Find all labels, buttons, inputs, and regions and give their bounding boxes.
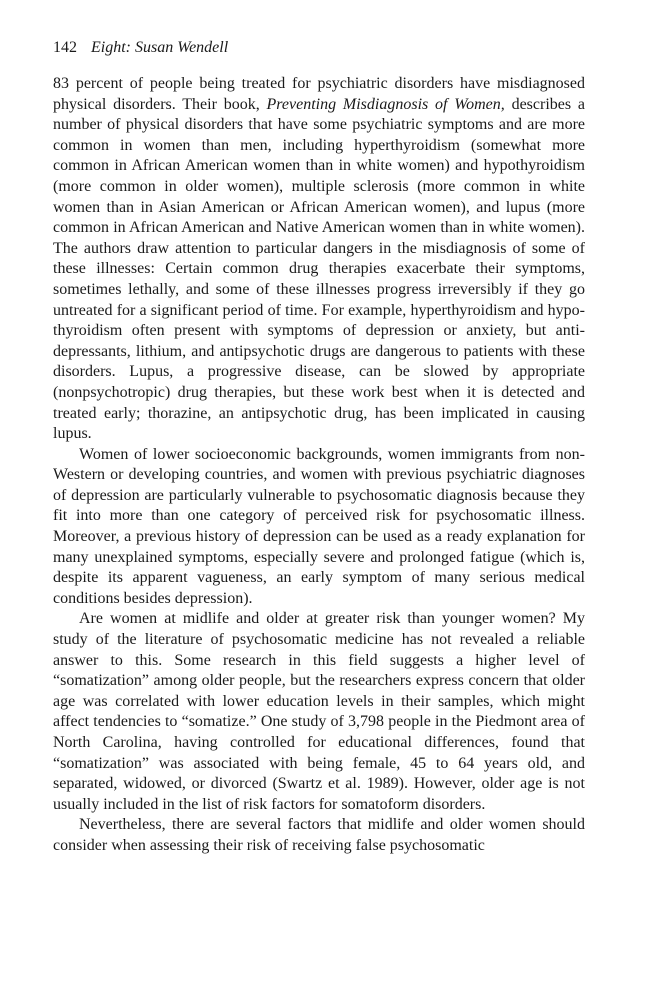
running-title: Eight: Susan Wendell — [91, 39, 229, 56]
paragraph: Women of lower socioeconomic backgrounds, women immigrants from non-Western or developing countries, and women with previous psychiatric diagnoses of depression are particularly vulnerable to psychosomatic diagnosis because they fit into more than one category of perceived risk for psychosomatic illness. Moreover, a previous history of depression can be used as a ready explanation for many unexplained symptoms, especially severe and prolonged fatigue (which is, despite its apparent vagueness, an early symptom of many serious medical conditions besides depression). — [53, 445, 585, 607]
book-page — [53, 38, 585, 857]
body-text — [53, 74, 585, 857]
paragraph-text: describes a number of physical disorders that have some psychiatric symptoms and are more common in women than men, including hyperthyroidism (somewhat more common in African American women than in white women) and hypothyroidism (more common in older women), multiple sclerosis (more common in white women than in Asian American or African American women), and lupus (more common in African American and Native American women than in white women). The authors draw attention to particular dangers in the misdiagnosis of some of these illnesses: Certain common drug therapies exacerbate their symptoms, sometimes lethally, and some of these illnesses progress irreversibly if they go untreated for a significant period of time. For example, hyperthyroidism and hypothyroidism often present with symptoms of depression or anxiety, but antidepressants, lithium, and antipsychotic drugs are dangerous to patients with these disorders. Lupus, a progressive disease, can be slowed by appropriate (nonpsychotropic) drug therapies, but these work best when it is detected and treated early; thorazine, an antipsychotic drug, has been implicated in causing lupus. — [53, 95, 585, 443]
running-head — [53, 38, 585, 58]
paragraph-text: 83 percent of people being treated for psychiatric disorders have misdiagnosed physical disorders. Their book, — [53, 75, 585, 113]
paragraph-continuation — [53, 74, 585, 445]
paragraph: Nevertheless, there are several factors that midlife and older women should consider when assessing their risk of receiving false psychosomatic — [53, 816, 585, 854]
page-number: 142 — [53, 39, 77, 56]
book-title: Preventing Misdiagnosis of Women, — [266, 95, 505, 113]
paragraph: Are women at midlife and older at greater risk than younger women? My study of the literature of psychosomatic medicine has not revealed a reliable answer to this. Some research in this field suggests a higher level of “somatization” among older people, but the researchers express concern that older age was correlated with lower education levels in their samples, which might affect tendencies to “somatize.” One study of 3,798 people in the Piedmont area of North Carolina, having controlled for educational differences, found that “somatization” was associated with being female, 45 to 64 years old, and separated, widowed, or divorced (Swartz et al. 1989). However, older age is not usually included in the list of risk factors for somatoform disorders. — [53, 610, 585, 813]
